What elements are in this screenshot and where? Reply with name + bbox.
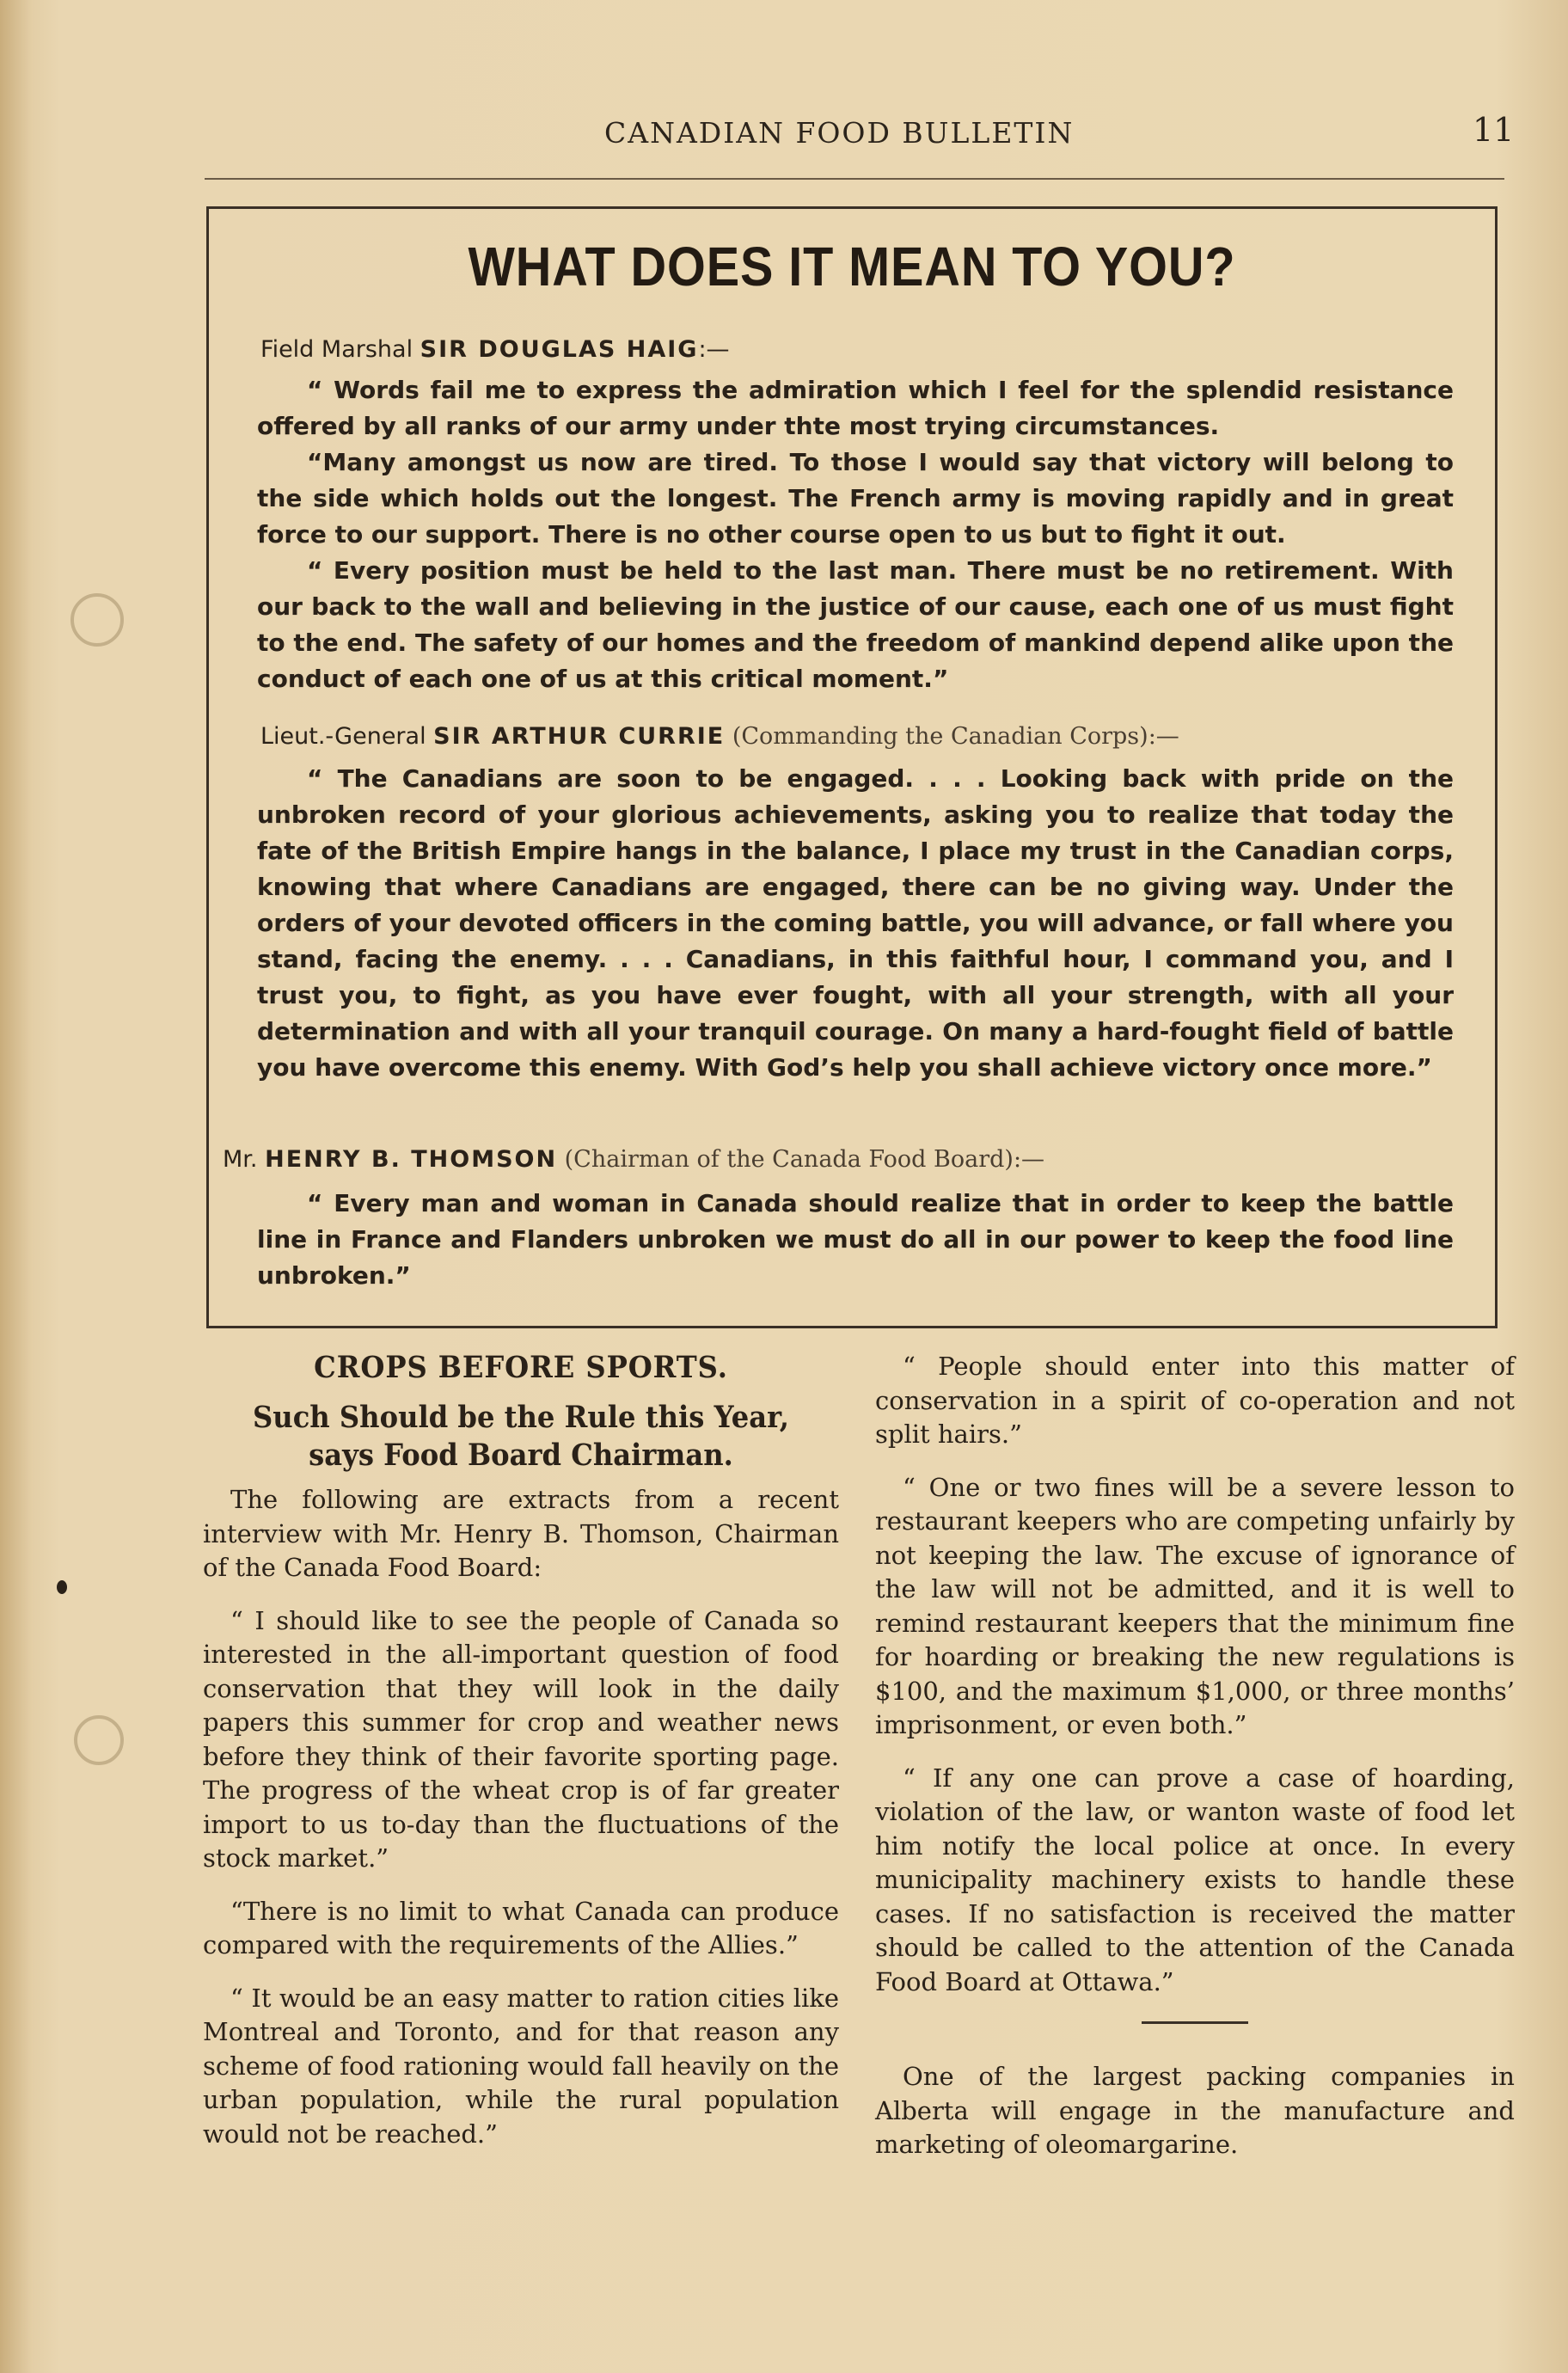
running-title: CANADIAN FOOD BULLETIN <box>604 116 1075 150</box>
article-title: CROPS BEFORE SPORTS. <box>314 1350 728 1385</box>
article-paragraph: “There is no limit to what Canada can produce compared with the requirements of the Allies.” <box>203 1896 839 1959</box>
speaker-prefix: Field Marshal <box>260 336 420 363</box>
article-right-column <box>875 1350 1515 2181</box>
margin-stain <box>74 1715 124 1765</box>
article-paragraph: “ People should enter into this matter of conservation in a spirit of co-operation and not split hairs.” <box>875 1352 1515 1449</box>
speaker-name: SIR ARTHUR CURRIE <box>433 723 726 750</box>
box-title: WHAT DOES IT MEAN TO YOU? <box>468 236 1236 297</box>
quote-paragraph: “ Every position must be held to the last man. There must be no retirement. With our back to the wall and believing in the justice of our cause, each one of us must fight to the end. The safety of our homes and the freedom of mankind depend alike upon the conduct of each one of us at this critical moment.” <box>257 556 1454 693</box>
speaker-suffix: :— <box>1148 723 1179 750</box>
article-paragraph: “ It would be an easy matter to ration cities like Montreal and Toronto, and for that reason any scheme of food rationing would fall heavily on the urban population, while the rural population would not be reached.” <box>203 1983 839 2149</box>
margin-dot <box>57 1580 67 1594</box>
article-left-column <box>203 1350 839 2170</box>
speaker-currie <box>260 723 1464 750</box>
page-binding-edge <box>0 0 33 2373</box>
quote-paragraph: “ Every man and woman in Canada should realize that in order to keep the battle line in France and Flanders unbroken we must do all in our power to keep the food line unbroken.” <box>257 1189 1454 1290</box>
margin-stain <box>70 593 124 647</box>
speaker-prefix: Lieut.-General <box>260 723 434 750</box>
section-divider <box>1142 2021 1248 2024</box>
article-subtitle: Such Should be the Rule this Year, says Food Board Chairman. <box>253 1400 789 1473</box>
quote-haig <box>257 372 1454 697</box>
quote-currie <box>257 761 1454 1086</box>
page-number: 11 <box>1473 111 1515 149</box>
header-rule <box>205 178 1504 180</box>
speaker-haig <box>260 336 1464 363</box>
running-head <box>0 111 1568 159</box>
speaker-suffix: :— <box>1013 1146 1045 1173</box>
news-note: One of the largest packing companies in Alberta will engage in the manufacture and marketing of oleomargarine. <box>875 2062 1515 2159</box>
speaker-role: (Commanding the Canadian Corps) <box>725 723 1148 750</box>
article-paragraph: The following are extracts from a recent interview with Mr. Henry B. Thomson, Chairman of the Canada Food Board: <box>203 1485 839 1582</box>
speaker-name: SIR DOUGLAS HAIG <box>420 336 699 363</box>
quote-thomson <box>257 1186 1454 1294</box>
quotes-box <box>206 206 1498 1328</box>
quote-paragraph: “Many amongst us now are tired. To those I would say that victory will belong to the side which holds out the longest. The French army is moving rapidly and in great force to our support. There is no other course open to us but to fight it out. <box>257 448 1454 549</box>
article-paragraph: “ I should like to see the people of Canada so interested in the all-important question of food conservation that they will look in the daily papers this summer for crop and weather news before they think of their favorite sporting page. The progress of the wheat crop is of far greater import to us to-day than the fluctuations of the stock market.” <box>203 1605 839 1873</box>
speaker-suffix: :— <box>698 336 730 363</box>
speaker-thomson <box>223 1146 1426 1173</box>
article-paragraph: “ One or two fines will be a severe lesson to restaurant keepers who are competing unfairly by not keeping the law. The excuse of ignorance of the law will not be admitted, and it is well to remind restaurant keepers that the minimum fine for hoarding or breaking the new regulations is $100, and the maximum $1,000, or three months’ imprisonment, or even both.” <box>875 1472 1515 1739</box>
speaker-role: (Chairman of the Canada Food Board) <box>557 1146 1014 1173</box>
speaker-name: HENRY B. THOMSON <box>265 1146 558 1173</box>
article-paragraph: “ If any one can prove a case of hoarding, violation of the law, or wanton waste of food let him notify the local police at once. In every municipality machinery exists to handle these cases. If no satisfaction is received the matter should be called to the attention of the Canada Food Board at Ottawa.” <box>875 1763 1515 1996</box>
speaker-prefix: Mr. <box>223 1146 266 1173</box>
quote-paragraph: “ Words fail me to express the admiration which I feel for the splendid resistance offered by all ranks of our army under thte most trying circumstances. <box>257 376 1454 440</box>
quote-paragraph: “ The Canadians are soon to be engaged. . . . Looking back with pride on the unbroken record of your glorious achievements, asking you to realize that today the fate of the British Empire hangs in the balance, I place my trust in the Canadian corps, knowing that where Canadians are engaged, there can be no giving way. Under the orders of your devoted officers in the coming battle, you will advance, or fall where you stand, facing the enemy. . . . Canadians, in this faithful hour, I command you, and I trust you, to fight, as you have ever fought, with all your strength, with all your determination and with all your tranquil courage. On many a hard-fought field of battle you have overcome this enemy. With God’s help you shall achieve victory once more.” <box>257 764 1454 1082</box>
